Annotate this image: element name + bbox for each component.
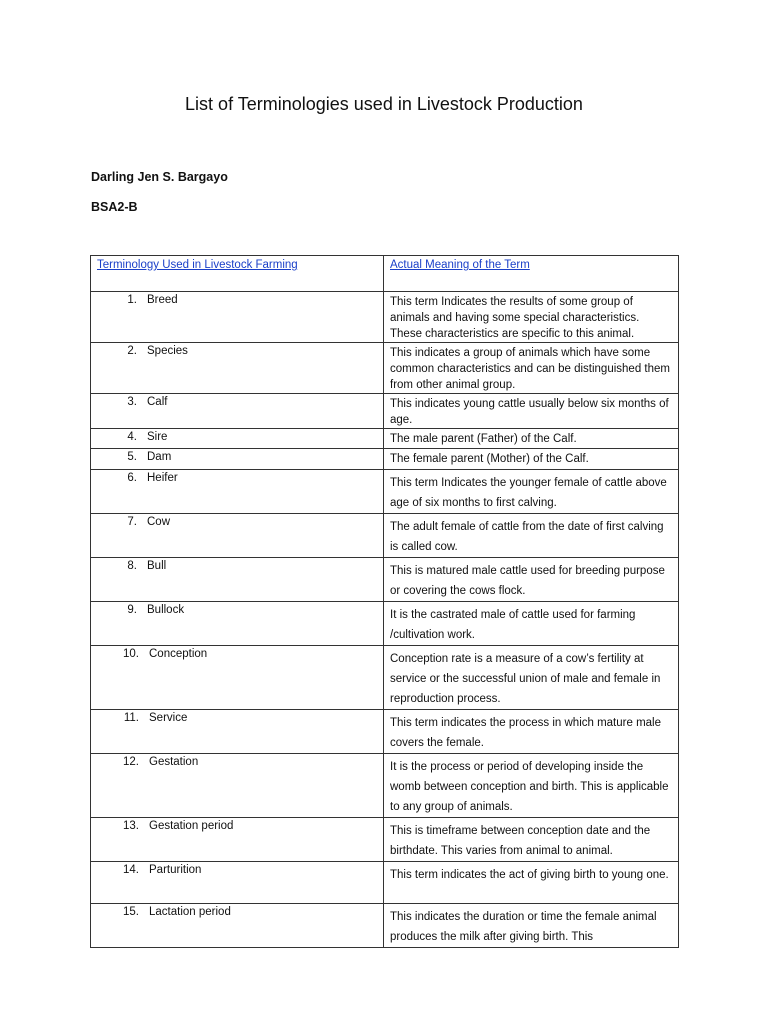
- term-number: 7.: [127, 516, 137, 528]
- term-meaning: This term Indicates the younger female of cattle above age of six months to first calving.: [390, 477, 667, 509]
- term-name: Dam: [147, 451, 172, 463]
- term-number: 12.: [123, 756, 139, 768]
- term-meaning: This indicates a group of animals which have some common characteristics and can be distinguished them from other animal group.: [390, 347, 670, 391]
- author-name: Darling Jen S. Bargayo: [91, 170, 228, 184]
- term-name: Bull: [147, 560, 167, 572]
- term-name: Breed: [147, 294, 178, 306]
- term-cell: [91, 470, 384, 514]
- term-name: Species: [147, 345, 188, 357]
- table-row: [91, 470, 679, 514]
- table-header-row: [91, 256, 679, 292]
- document-title: List of Terminologies used in Livestock Production: [185, 94, 583, 114]
- term-cell: [91, 292, 384, 343]
- term-name: Sire: [147, 431, 168, 443]
- term-name: Gestation period: [149, 820, 234, 832]
- table-row: [91, 292, 679, 343]
- term-cell: [91, 514, 384, 558]
- table-row: [91, 343, 679, 394]
- term-meaning: This indicates young cattle usually below six months of age.: [390, 398, 669, 426]
- term-number: 15.: [123, 906, 139, 918]
- table-row: [91, 429, 679, 449]
- term-name: Calf: [147, 396, 168, 408]
- term-cell: [91, 602, 384, 646]
- term-meaning: The adult female of cattle from the date of first calving is called cow.: [390, 521, 664, 553]
- term-meaning: This is matured male cattle used for breeding purpose or covering the cows flock.: [390, 565, 665, 597]
- header-meaning-label: Actual Meaning of the Term: [390, 259, 530, 271]
- term-meaning: This term Indicates the results of some group of animals and having some special characteristics. These characteristics are specific to this animal.: [390, 296, 640, 340]
- term-meaning: This term indicates the process in which mature male covers the female.: [390, 717, 661, 749]
- table-row: [91, 710, 679, 754]
- term-number: 3.: [127, 396, 137, 408]
- table-row: [91, 904, 679, 948]
- table-row: [91, 818, 679, 862]
- term-meaning: The male parent (Father) of the Calf.: [390, 433, 577, 445]
- term-name: Conception: [149, 648, 208, 660]
- term-number: 13.: [123, 820, 139, 832]
- term-number: 6.: [127, 472, 137, 484]
- meaning-cell: [384, 429, 679, 449]
- meaning-cell: [384, 818, 679, 862]
- meaning-cell: [384, 292, 679, 343]
- term-meaning: This term indicates the act of giving birth to young one.: [390, 869, 669, 881]
- meaning-cell: [384, 343, 679, 394]
- table-row: [91, 514, 679, 558]
- term-cell: [91, 904, 384, 948]
- meaning-cell: [384, 754, 679, 818]
- meaning-cell: [384, 514, 679, 558]
- term-number: 2.: [127, 345, 137, 357]
- term-cell: [91, 862, 384, 904]
- meaning-cell: [384, 710, 679, 754]
- table-row: [91, 754, 679, 818]
- table-row: [91, 602, 679, 646]
- term-name: Bullock: [147, 604, 185, 616]
- meaning-cell: [384, 558, 679, 602]
- term-name: Heifer: [147, 472, 178, 484]
- meaning-cell: [384, 470, 679, 514]
- term-name: Parturition: [149, 864, 202, 876]
- term-cell: [91, 394, 384, 429]
- term-number: 9.: [127, 604, 137, 616]
- header-terminology: [91, 256, 384, 292]
- section-label: BSA2-B: [91, 200, 138, 214]
- term-cell: [91, 449, 384, 470]
- term-number: 14.: [123, 864, 139, 876]
- term-number: 10.: [123, 648, 139, 660]
- term-cell: [91, 754, 384, 818]
- term-cell: [91, 646, 384, 710]
- meaning-cell: [384, 904, 679, 948]
- term-cell: [91, 558, 384, 602]
- term-name: Lactation period: [149, 906, 231, 918]
- term-meaning: Conception rate is a measure of a cow’s fertility at service or the successful union of male and female in reproduction process.: [390, 653, 661, 705]
- term-number: 1.: [127, 294, 137, 306]
- meaning-cell: [384, 394, 679, 429]
- term-name: Gestation: [149, 756, 199, 768]
- table-row: [91, 558, 679, 602]
- term-meaning: This is timeframe between conception date and the birthdate. This varies from animal to animal.: [390, 825, 651, 857]
- term-cell: [91, 818, 384, 862]
- table-row: [91, 394, 679, 429]
- term-meaning: It is the castrated male of cattle used for farming /cultivation work.: [390, 609, 636, 641]
- term-meaning: The female parent (Mother) of the Calf.: [390, 453, 589, 465]
- term-name: Service: [149, 712, 188, 724]
- term-number: 4.: [127, 431, 137, 443]
- header-meaning: [384, 256, 679, 292]
- term-name: Cow: [147, 516, 171, 528]
- term-meaning: This indicates the duration or time the female animal produces the milk after giving birth. This: [390, 911, 657, 943]
- table-row: [91, 646, 679, 710]
- term-number: 5.: [127, 451, 137, 463]
- term-cell: [91, 710, 384, 754]
- meaning-cell: [384, 862, 679, 904]
- term-cell: [91, 343, 384, 394]
- meaning-cell: [384, 602, 679, 646]
- table-row: [91, 449, 679, 470]
- header-terminology-label: Terminology Used in Livestock Farming: [97, 259, 298, 271]
- meaning-cell: [384, 449, 679, 470]
- meaning-cell: [384, 646, 679, 710]
- table-row: [91, 862, 679, 904]
- term-number: 11.: [123, 712, 139, 724]
- terminology-table: [90, 255, 679, 948]
- term-cell: [91, 429, 384, 449]
- term-meaning: It is the process or period of developing inside the womb between conception and birth. This is applicable to any group of animals.: [390, 761, 669, 813]
- term-number: 8.: [127, 560, 137, 572]
